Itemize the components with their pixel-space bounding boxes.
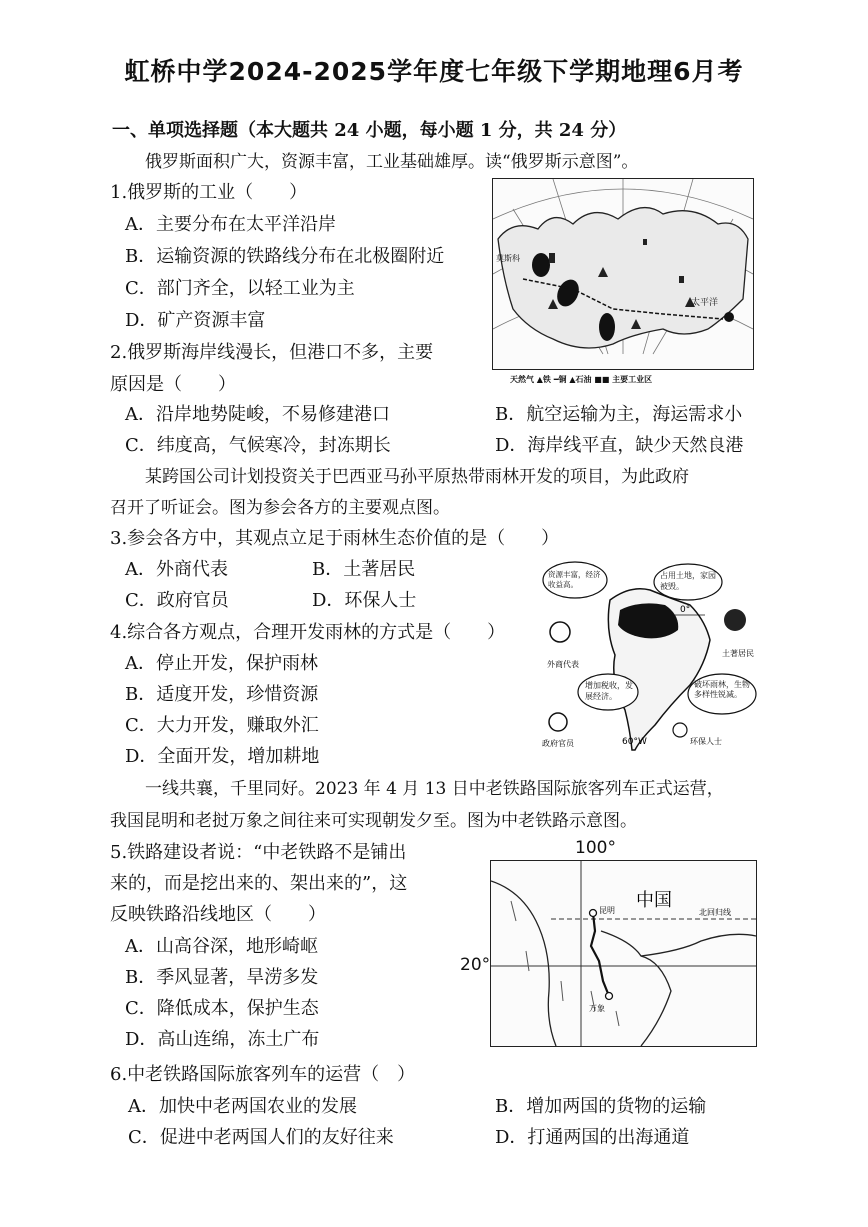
q1-option-d: D．矿产资源丰富	[125, 310, 266, 331]
q4-option-d: D．全面开发，增加耕地	[125, 746, 320, 767]
intro-amazon-line2: 召开了听证会。图为参会各方的主要观点图。	[110, 498, 450, 518]
moscow-label: 莫斯科	[496, 254, 520, 263]
q6-option-b: B．增加两国的货物的运输	[495, 1096, 707, 1117]
question-1-stem: 1.俄罗斯的工业（ ）	[110, 182, 308, 203]
speaker-official: 政府官员	[542, 739, 574, 748]
q2-option-a: A．沿岸地势陡峻，不易修建港口	[125, 404, 390, 425]
question-2-stem-line2: 原因是（ ）	[110, 374, 236, 395]
equator-label: 0°	[680, 605, 691, 615]
q2-option-d: D．海岸线平直，缺少天然良港	[495, 435, 744, 456]
china-label: 中国	[636, 890, 672, 911]
question-5-stem-line1: 5.铁路建设者说：“中老铁路不是铺出	[110, 842, 407, 863]
q3-option-d: D．环保人士	[312, 590, 417, 611]
q3-option-c: C．政府官员	[125, 590, 229, 611]
q5-option-b: B．季风显著，旱涝多发	[125, 967, 319, 988]
bubble-official: 增加税收，发展经济。	[585, 681, 633, 701]
q6-option-d: D．打通两国的出海通道	[495, 1127, 690, 1148]
russia-map-legend: 天然气 ▲铁 ━铜 ▲石油 ■■ 主要工业区	[510, 375, 653, 384]
question-6-stem: 6.中老铁路国际旅客列车的运营（ ）	[110, 1064, 416, 1085]
bubble-indigenous: 占用土地，家园被毁。	[660, 571, 716, 591]
intro-amazon-line1: 某跨国公司计划投资关于巴西亚马孙平原热带雨林开发的项目，为此政府	[145, 467, 689, 487]
kunming-label: 昆明	[599, 906, 615, 915]
q5-option-d: D．高山连绵，冻土广布	[125, 1029, 320, 1050]
pacific-label: 太平洋	[691, 298, 719, 308]
intro-railway-line1: 一线共襄，千里同好。2023 年 4 月 13 日中老铁路国际旅客列车正式运营，	[145, 779, 724, 799]
speaker-environmentalist: 环保人士	[690, 737, 722, 746]
intro-railway-line2: 我国昆明和老挝万象之间往来可实现朝发夕至。图为中老铁路示意图。	[110, 811, 637, 831]
speaker-foreign-investor: 外商代表	[547, 660, 579, 669]
china-laos-railway-map	[490, 860, 757, 1047]
speaker-indigenous: 土著居民	[722, 649, 754, 658]
russia-map	[492, 178, 754, 370]
q4-option-a: A．停止开发，保护雨林	[125, 653, 318, 674]
q1-option-a: A．主要分布在太平洋沿岸	[125, 214, 336, 235]
q3-option-a: A．外商代表	[125, 559, 228, 580]
q4-option-c: C．大力开发，赚取外汇	[125, 715, 319, 736]
q1-option-b: B．运输资源的铁路线分布在北极圈附近	[125, 246, 445, 267]
amazon-hearing-figure	[540, 560, 765, 755]
bubble-foreign: 资源丰富，经济收益高。	[548, 570, 601, 589]
section-heading: 一、单项选择题（本大题共 24 小题，每小题 1 分，共 24 分）	[112, 120, 627, 141]
question-5-stem-line2: 来的，而是挖出来的、架出来的”，这	[110, 873, 408, 894]
q5-option-c: C．降低成本，保护生态	[125, 998, 319, 1019]
question-4-stem: 4.综合各方观点，合理开发雨林的方式是（ ）	[110, 622, 506, 643]
q4-option-b: B．适度开发，珍惜资源	[125, 684, 319, 705]
map3-latitude-label: 20°	[460, 955, 491, 975]
q2-option-b: B．航空运输为主，海运需求小	[495, 404, 743, 425]
vientiane-label: 万象	[589, 1004, 605, 1013]
q3-option-b: B．土著居民	[312, 559, 416, 580]
q2-option-c: C．纬度高，气候寒冷，封冻期长	[125, 435, 391, 456]
intro-russia: 俄罗斯面积广大，资源丰富，工业基础雄厚。读“俄罗斯示意图”。	[145, 152, 639, 172]
map3-longitude-label: 100°	[575, 838, 616, 858]
bubble-environmental: 破坏雨林，生物多样性锐减。	[694, 680, 750, 699]
q6-option-c: C．促进中老两国人们的友好往来	[128, 1127, 394, 1148]
question-5-stem-line3: 反映铁路沿线地区（ ）	[110, 904, 326, 925]
question-3-stem: 3.参会各方中，其观点立足于雨林生态价值的是（ ）	[110, 528, 560, 549]
q5-option-a: A．山高谷深，地形崎岖	[125, 936, 318, 957]
question-2-stem-line1: 2.俄罗斯海岸线漫长，但港口不多，主要	[110, 342, 434, 363]
page-title: 虹桥中学2024-2025学年度七年级下学期地理6月考	[124, 57, 744, 86]
longitude-label: 60°W	[622, 737, 647, 747]
q6-option-a: A．加快中老两国农业的发展	[128, 1096, 357, 1117]
q1-option-c: C．部门齐全，以轻工业为主	[125, 278, 355, 299]
tropic-label: 北回归线	[699, 908, 731, 917]
